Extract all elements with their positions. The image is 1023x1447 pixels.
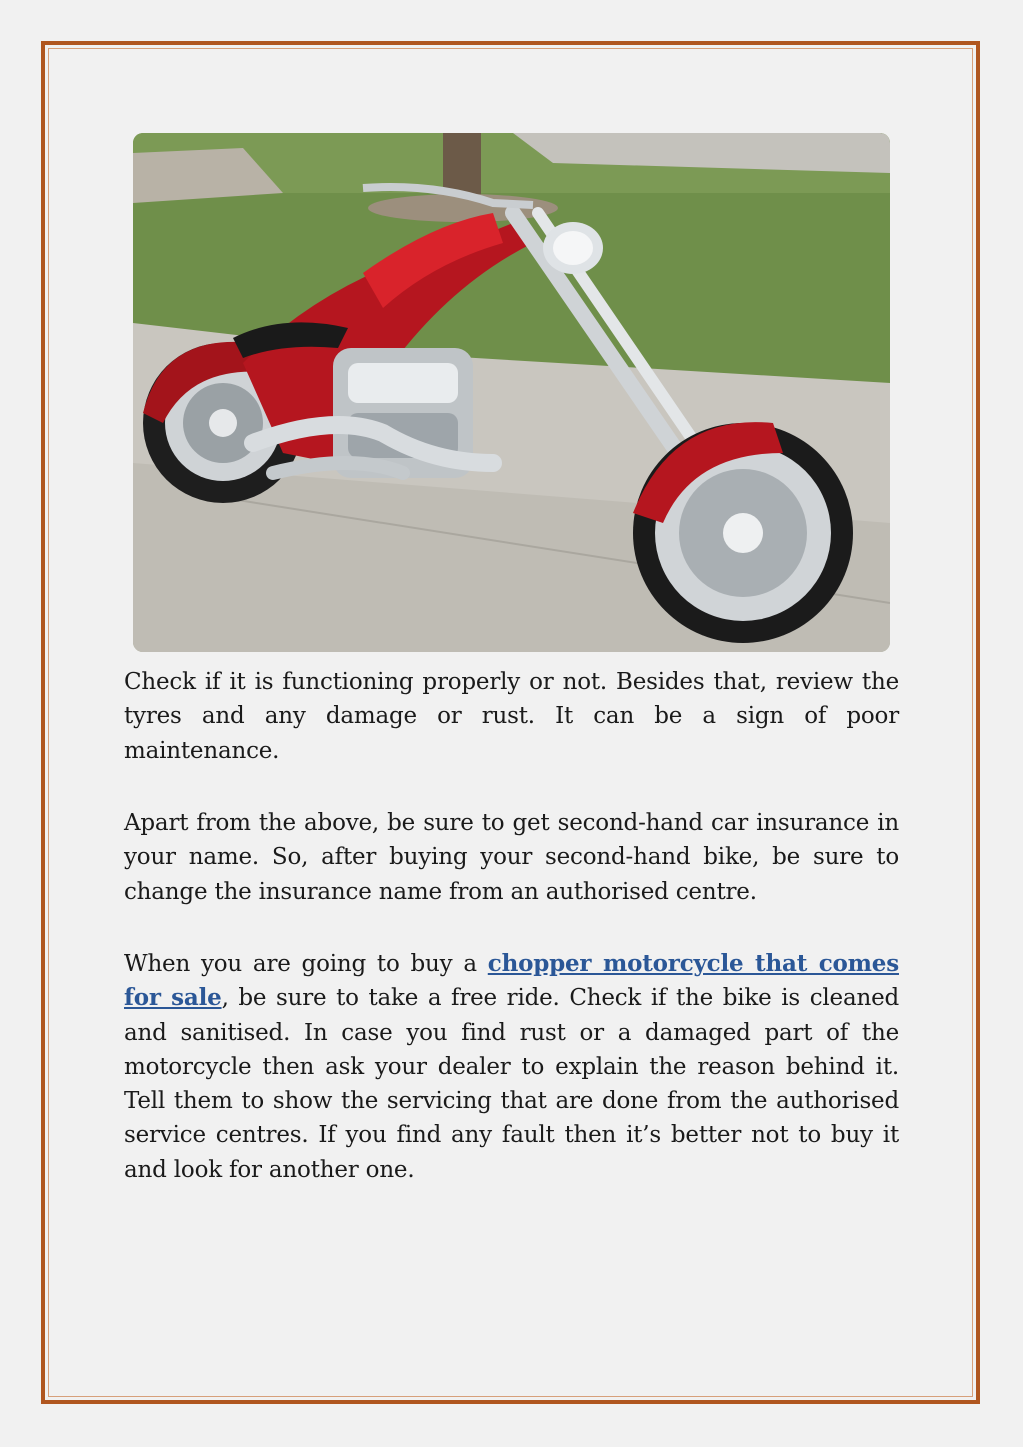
chopper-motorcycle-link[interactable]: chopper motorcycle that comes for sale <box>124 950 899 1012</box>
paragraph-test-ride-rest: , be sure to take a free ride. Check if the bike is cleaned and sanitised. In case you find rust or a damaged part of the motorcycle then ask your dealer to explain the reason behind it. Tell them to show the servicing that are done from the authorised service centres. If you find any fault then it’s better not to buy it and look for another one. <box>124 985 900 1183</box>
paragraph-insurance: Apart from the above, be sure to get second-hand car insurance in your name. So, after buying your second-hand bike, be sure to change the insurance name from an authorised centre. <box>124 810 899 905</box>
paragraph-test-ride <box>124 947 899 1187</box>
motorcycle-photo <box>133 133 890 652</box>
paragraph-test-ride-intro: When you are going to buy a <box>124 951 488 977</box>
paragraph-inspection: Check if it is functioning properly or not. Besides that, review the tyres and any damage or rust. It can be a sign of poor maintenance. <box>124 669 899 764</box>
